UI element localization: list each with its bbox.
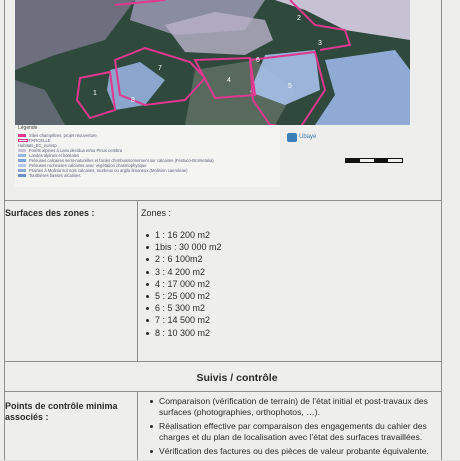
legend-item: Pelouses rocheuses calcaires avec végétation chasmophytique [29, 163, 147, 168]
map-zone-label: 7 [158, 65, 162, 72]
legend-swatch [18, 174, 26, 177]
map-legend [15, 125, 280, 187]
section-title: Suivis / contrôle [196, 372, 278, 384]
control-list [150, 396, 435, 461]
list-item: 6 : 5 300 m2 [145, 302, 222, 314]
legend-item: Forêts alpines à Larix decidua et/ou Pinus cembra [29, 148, 123, 153]
list-item: 5 : 25 000 m2 [145, 290, 222, 302]
legend-swatch [18, 149, 26, 152]
surfaces-label: Surfaces des zones : [5, 208, 95, 218]
legend-swatch [18, 164, 26, 167]
column-divider [137, 200, 138, 361]
list-item: 8 : 10 300 m2 [145, 327, 222, 339]
map-zone-label: 6 [256, 57, 260, 64]
legend-swatch [18, 159, 26, 162]
map-zone-label: 2 [297, 15, 301, 22]
legend-item: Sites champêtres, projet réouverture [29, 133, 97, 138]
legend-title: Légende [18, 125, 38, 131]
column-divider [137, 391, 138, 460]
list-item: Vérification des factures ou des pièces de valeur probante équivalente. [150, 446, 435, 457]
legend-item: Landes alpines et boréales [29, 153, 80, 158]
legend-swatch [18, 134, 26, 137]
table-divider [4, 361, 442, 362]
list-item: 1 : 16 200 m2 [145, 229, 222, 241]
habitat-map [15, 0, 410, 125]
table-divider [4, 200, 442, 201]
legend-swatch [18, 139, 28, 142]
legend-swatch [18, 154, 26, 157]
legend-swatch [18, 169, 26, 172]
logo-mark-icon [287, 133, 297, 142]
map-zone-label: 4 [227, 77, 231, 84]
ubaye-logo [287, 130, 335, 146]
map-zone-label: 5 [288, 83, 292, 90]
map-zone-label: 3 [318, 40, 322, 47]
map-scale-bar [345, 158, 403, 163]
legend-item: PARCELLE [29, 138, 51, 143]
table-divider [4, 391, 442, 392]
list-item: 3 : 4 200 m2 [145, 266, 222, 278]
map-zone-label: 8 [131, 97, 135, 104]
legend-item: Tourbières basses alcalines [29, 173, 81, 178]
list-item: Comparaison (vérification de terrain) de l’état initial et post-travaux des surfaces (photographies, orthophotos, …). [150, 396, 435, 417]
control-label: Points de contrôle minima associés : [5, 401, 118, 422]
legend-item: Prairies à Molinia sur sols calcaires, tourbeux ou argilo-limoneux (Molinion caeruleae) [29, 168, 188, 173]
list-item: 1bis : 30 000 m2 [145, 241, 222, 253]
map-zone-label: 1 [93, 90, 97, 97]
zone-list [145, 229, 222, 339]
legend-item: Pelouses calcaires semi-naturelles et faciès d'embuissonnement sur calcaires (Festuco-Brometalia) [29, 158, 214, 163]
list-item: 7 : 14 500 m2 [145, 314, 222, 326]
list-item: Réalisation effective par comparaison des engagements du cahier des charges et du plan de localisation avec l’état des surfaces travaillées. [150, 421, 435, 442]
list-item: 2 : 6 100m2 [145, 253, 222, 265]
logo-text: Ubaye [299, 134, 317, 140]
zones-title: Zones : [141, 208, 172, 218]
list-item: 4 : 17 000 m2 [145, 278, 222, 290]
legend-item: Habitats_EC_eurosp [18, 143, 57, 148]
